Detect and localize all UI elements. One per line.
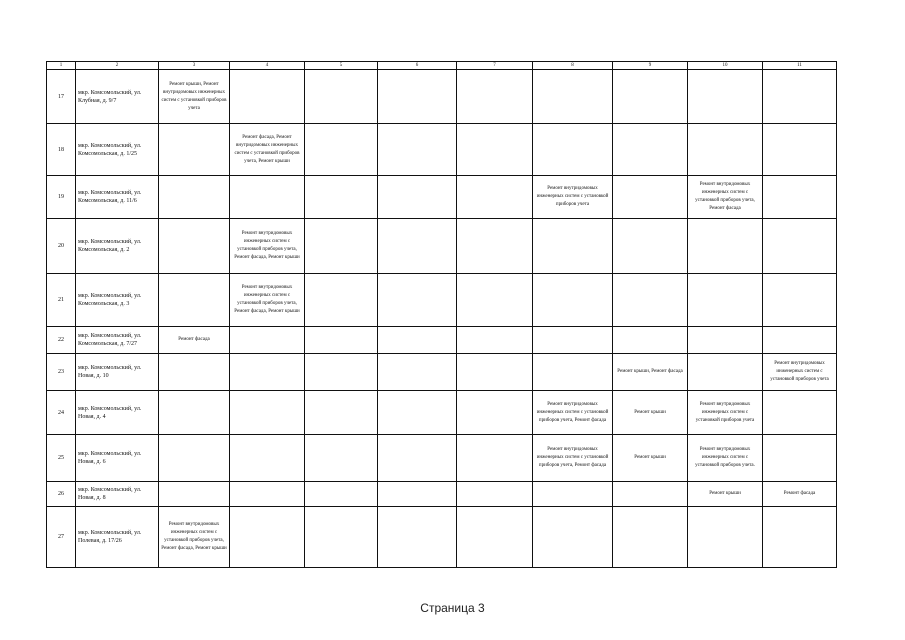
address-cell: мкр. Комсомольский, ул. Комсомольская, д. 7/27 xyxy=(76,327,159,354)
address-cell: мкр. Комсомольский, ул. Комсомольская, д. 2 xyxy=(76,219,159,274)
table-row xyxy=(47,507,837,568)
work-type-cell xyxy=(533,70,613,124)
work-type-cell xyxy=(230,70,305,124)
work-type-cell xyxy=(688,124,763,176)
empty-cell xyxy=(305,482,378,507)
work-type-cell xyxy=(613,327,688,354)
empty-cell xyxy=(305,354,378,391)
empty-cell xyxy=(378,482,457,507)
empty-cell xyxy=(457,70,533,124)
row-number: 24 xyxy=(47,391,76,435)
work-type-cell xyxy=(159,482,230,507)
table-row xyxy=(47,391,837,435)
empty-cell xyxy=(305,219,378,274)
address-cell: мкр. Комсомольский, ул. Комсомольская, д. 3 xyxy=(76,274,159,327)
work-type-cell xyxy=(230,507,305,568)
work-type-cell: Ремонт внутридомовых инженерных систем с установкой приборов учета xyxy=(533,176,613,219)
work-type-cell xyxy=(159,435,230,482)
work-type-cell xyxy=(230,482,305,507)
work-type-cell: Ремонт внутридомовых инженерных систем с установкой приборов учета. xyxy=(688,435,763,482)
work-type-cell: Ремонт фасада xyxy=(159,327,230,354)
work-type-cell: Ремонт фасада, Ремонт внутридомовых инженерных систем с установкой приборов учета, Ремонт крыши xyxy=(230,124,305,176)
work-type-cell: Ремонт внутридомовых инженерных систем с установкой приборов учета, Ремонт фасада, Ремонт крыши xyxy=(159,507,230,568)
table-row xyxy=(47,176,837,219)
work-type-cell xyxy=(763,176,837,219)
work-type-cell: Ремонт внутридомовых инженерных систем с установкой приборов учета, Ремонт фасада xyxy=(533,391,613,435)
work-type-cell: Ремонт внутридомовых инженерных систем с установкой приборов учета, Ремонт фасада xyxy=(688,176,763,219)
table-row xyxy=(47,482,837,507)
row-number: 18 xyxy=(47,124,76,176)
empty-cell xyxy=(305,507,378,568)
table-body xyxy=(47,62,837,568)
work-type-cell xyxy=(159,391,230,435)
work-type-cell xyxy=(533,274,613,327)
work-type-cell: Ремонт внутридомовых инженерных систем с установкой приборов учета xyxy=(763,354,837,391)
work-type-cell: Ремонт крыши, Ремонт фасада xyxy=(613,354,688,391)
row-number: 17 xyxy=(47,70,76,124)
table-row xyxy=(47,70,837,124)
work-type-cell: Ремонт крыши xyxy=(613,435,688,482)
empty-cell xyxy=(378,507,457,568)
work-type-cell xyxy=(159,176,230,219)
work-type-cell xyxy=(688,70,763,124)
empty-cell xyxy=(378,435,457,482)
work-type-cell: Ремонт крыши, Ремонт внутридомовых инженерных систем с установкой приборов учета xyxy=(159,70,230,124)
empty-cell xyxy=(378,176,457,219)
work-type-cell xyxy=(230,435,305,482)
column-number-header-row xyxy=(47,62,837,70)
empty-cell xyxy=(305,391,378,435)
work-type-cell: Ремонт крыши xyxy=(688,482,763,507)
column-number: 3 xyxy=(159,62,230,70)
work-type-cell xyxy=(533,124,613,176)
empty-cell xyxy=(457,176,533,219)
work-type-cell xyxy=(763,274,837,327)
work-type-cell xyxy=(533,507,613,568)
empty-cell xyxy=(305,274,378,327)
work-type-cell xyxy=(533,354,613,391)
row-number: 27 xyxy=(47,507,76,568)
work-type-cell xyxy=(613,70,688,124)
work-type-cell xyxy=(688,327,763,354)
work-type-cell xyxy=(159,274,230,327)
empty-cell xyxy=(457,482,533,507)
table-row xyxy=(47,435,837,482)
address-cell: мкр. Комсомольский, ул. Комсомольская, д. 1/25 xyxy=(76,124,159,176)
work-type-cell xyxy=(533,482,613,507)
address-cell: мкр. Комсомольский, ул. Новая, д. 8 xyxy=(76,482,159,507)
column-number: 4 xyxy=(230,62,305,70)
work-type-cell: Ремонт внутридомовых инженерных систем с установкой приборов учета, Ремонт фасада xyxy=(533,435,613,482)
row-number: 20 xyxy=(47,219,76,274)
column-number: 8 xyxy=(533,62,613,70)
column-number: 2 xyxy=(76,62,159,70)
work-type-cell xyxy=(688,354,763,391)
work-type-cell xyxy=(533,219,613,274)
empty-cell xyxy=(457,124,533,176)
column-number: 1 xyxy=(47,62,76,70)
address-cell: мкр. Комсомольский, ул. Новая, д. 10 xyxy=(76,354,159,391)
work-type-cell xyxy=(613,274,688,327)
work-type-cell xyxy=(688,274,763,327)
work-type-cell xyxy=(688,507,763,568)
work-type-cell xyxy=(230,391,305,435)
row-number: 21 xyxy=(47,274,76,327)
empty-cell xyxy=(305,70,378,124)
empty-cell xyxy=(457,327,533,354)
work-type-cell xyxy=(613,176,688,219)
address-cell: мкр. Комсомольский, ул. Полевая, д. 17/26 xyxy=(76,507,159,568)
table-row xyxy=(47,274,837,327)
empty-cell xyxy=(378,327,457,354)
work-type-cell xyxy=(159,219,230,274)
column-number: 7 xyxy=(457,62,533,70)
work-type-cell xyxy=(763,219,837,274)
row-number: 25 xyxy=(47,435,76,482)
work-type-cell xyxy=(763,327,837,354)
empty-cell xyxy=(378,391,457,435)
empty-cell xyxy=(457,354,533,391)
work-type-cell xyxy=(613,482,688,507)
address-cell: мкр. Комсомольский, ул. Новая, д. 6 xyxy=(76,435,159,482)
empty-cell xyxy=(305,176,378,219)
work-type-cell xyxy=(613,219,688,274)
column-number: 6 xyxy=(378,62,457,70)
work-type-cell xyxy=(159,354,230,391)
table-row xyxy=(47,327,837,354)
address-cell: мкр. Комсомольский, ул. Новая, д. 4 xyxy=(76,391,159,435)
work-type-cell xyxy=(533,327,613,354)
empty-cell xyxy=(457,391,533,435)
row-number: 26 xyxy=(47,482,76,507)
page-number: Страница 3 xyxy=(420,601,485,615)
empty-cell xyxy=(378,124,457,176)
empty-cell xyxy=(378,354,457,391)
work-type-cell: Ремонт внутридомовых инженерных систем с установкой приборов учета, Ремонт фасада, Ремонт крыши xyxy=(230,274,305,327)
empty-cell xyxy=(457,507,533,568)
work-type-cell: Ремонт внутридомовых инженерных систем с установкой приборов учета xyxy=(688,391,763,435)
work-type-cell: Ремонт внутридомовых инженерных систем с установкой приборов учета, Ремонт фасада, Ремонт крыши xyxy=(230,219,305,274)
empty-cell xyxy=(305,435,378,482)
empty-cell xyxy=(378,219,457,274)
work-type-cell: Ремонт крыши xyxy=(613,391,688,435)
table-row xyxy=(47,124,837,176)
work-type-cell xyxy=(688,219,763,274)
empty-cell xyxy=(378,274,457,327)
schedule-table xyxy=(46,61,837,568)
work-type-cell xyxy=(230,354,305,391)
table-row xyxy=(47,219,837,274)
work-type-cell xyxy=(763,507,837,568)
table-row xyxy=(47,354,837,391)
work-type-cell xyxy=(763,124,837,176)
empty-cell xyxy=(457,219,533,274)
work-type-cell xyxy=(230,327,305,354)
column-number: 10 xyxy=(688,62,763,70)
row-number: 23 xyxy=(47,354,76,391)
column-number: 11 xyxy=(763,62,837,70)
row-number: 19 xyxy=(47,176,76,219)
empty-cell xyxy=(457,435,533,482)
work-type-cell xyxy=(159,124,230,176)
address-cell: мкр. Комсомольский, ул. Клубная, д. 9/7 xyxy=(76,70,159,124)
empty-cell xyxy=(378,70,457,124)
work-type-cell xyxy=(763,391,837,435)
address-cell: мкр. Комсомольский, ул. Комсомольская, д. 11/6 xyxy=(76,176,159,219)
work-type-cell xyxy=(613,124,688,176)
column-number: 5 xyxy=(305,62,378,70)
row-number: 22 xyxy=(47,327,76,354)
empty-cell xyxy=(305,124,378,176)
work-type-cell xyxy=(763,70,837,124)
empty-cell xyxy=(305,327,378,354)
empty-cell xyxy=(457,274,533,327)
work-type-cell xyxy=(230,176,305,219)
work-type-cell: Ремонт фасада xyxy=(763,482,837,507)
column-number: 9 xyxy=(613,62,688,70)
work-type-cell xyxy=(613,507,688,568)
work-type-cell xyxy=(763,435,837,482)
